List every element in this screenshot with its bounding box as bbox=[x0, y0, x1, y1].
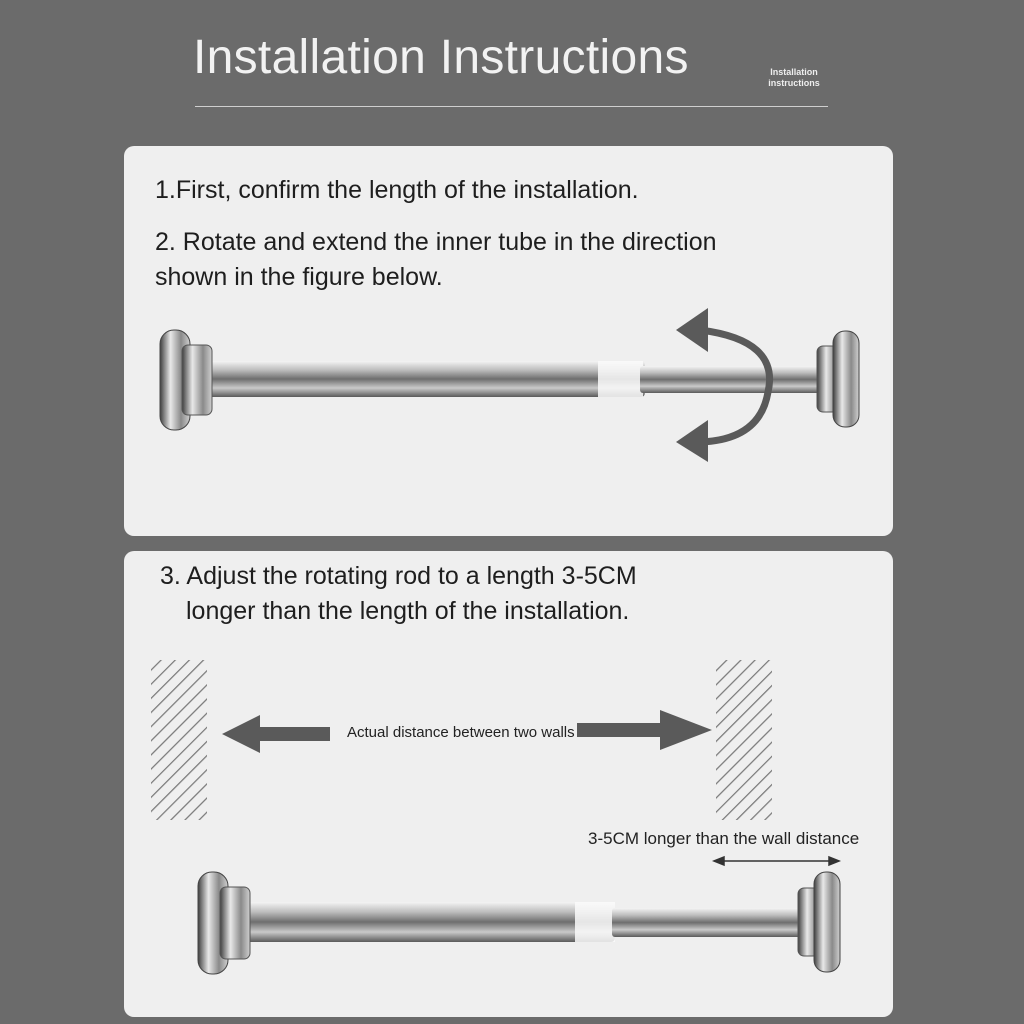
extra-length-arrow-icon bbox=[714, 857, 839, 865]
tension-rod-2 bbox=[198, 872, 840, 974]
step-2-line-2: shown in the figure below. bbox=[155, 263, 443, 291]
header-tag-line2: instructions bbox=[768, 78, 820, 88]
wall-distance-label: Actual distance between two walls bbox=[347, 724, 575, 741]
page-title: Installation Instructions bbox=[193, 31, 689, 84]
step-3-line-2: longer than the length of the installation. bbox=[186, 597, 630, 625]
right-wall-hatch bbox=[716, 660, 772, 820]
step-1-text: 1.First, confirm the length of the installation. bbox=[155, 176, 639, 204]
header-tag-line1: Installation bbox=[770, 67, 818, 77]
extra-length-label: 3-5CM longer than the wall distance bbox=[588, 829, 860, 848]
step-3-line-1: 3. Adjust the rotating rod to a length 3-5CM bbox=[160, 562, 637, 590]
left-wall-hatch bbox=[151, 660, 207, 820]
step-2-line-1: 2. Rotate and extend the inner tube in the direction bbox=[155, 228, 717, 256]
right-arrow-icon bbox=[577, 710, 712, 750]
left-arrow-icon bbox=[222, 715, 330, 753]
